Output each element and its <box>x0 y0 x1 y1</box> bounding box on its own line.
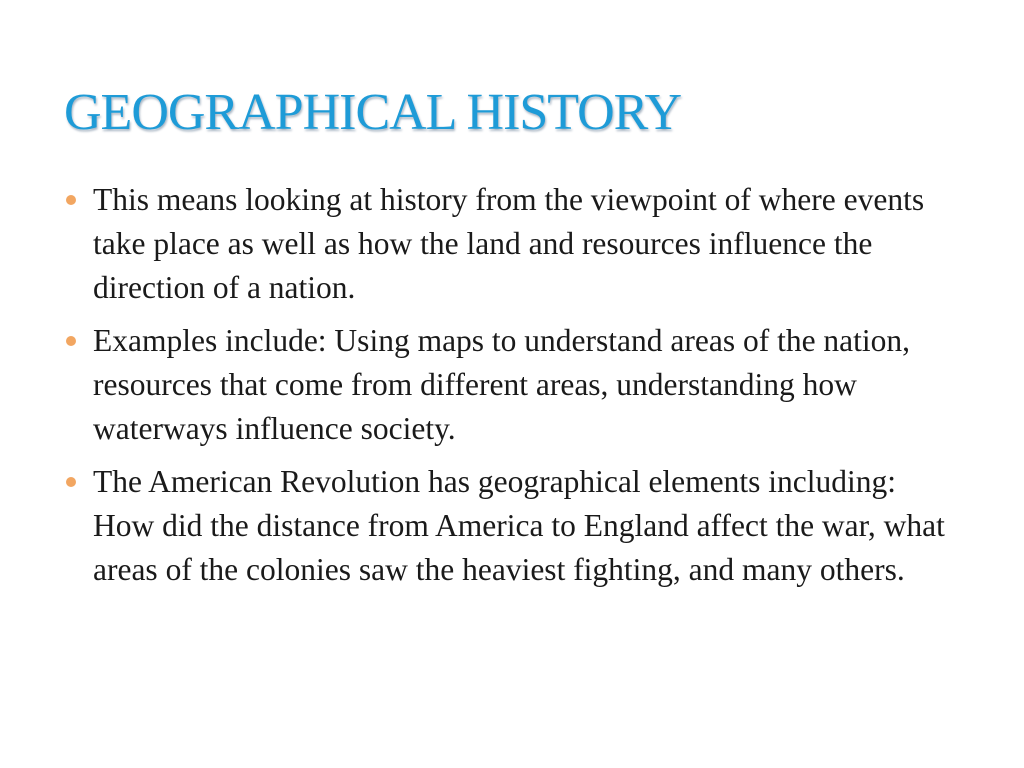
bullet-dot-icon <box>66 195 76 205</box>
bullet-item <box>64 460 964 592</box>
bullet-item <box>64 319 964 451</box>
slide-title: GEOGRAPHICAL HISTORY <box>64 84 682 141</box>
bullet-text: Examples include: Using maps to understand areas of the nation, resources that come from different areas, understanding how waterways influence society. <box>93 323 911 446</box>
bullet-text: The American Revolution has geographical elements including: How did the distance from America to England affect the war, what areas of the colonies saw the heaviest fighting, and many others. <box>93 464 945 587</box>
bullet-dot-icon <box>66 336 76 346</box>
bullet-text: This means looking at history from the viewpoint of where events take place as well as how the land and resources influence the direction of a nation. <box>93 182 925 305</box>
bullet-item <box>64 178 964 310</box>
bullet-list <box>64 178 964 601</box>
bullet-dot-icon <box>66 477 76 487</box>
